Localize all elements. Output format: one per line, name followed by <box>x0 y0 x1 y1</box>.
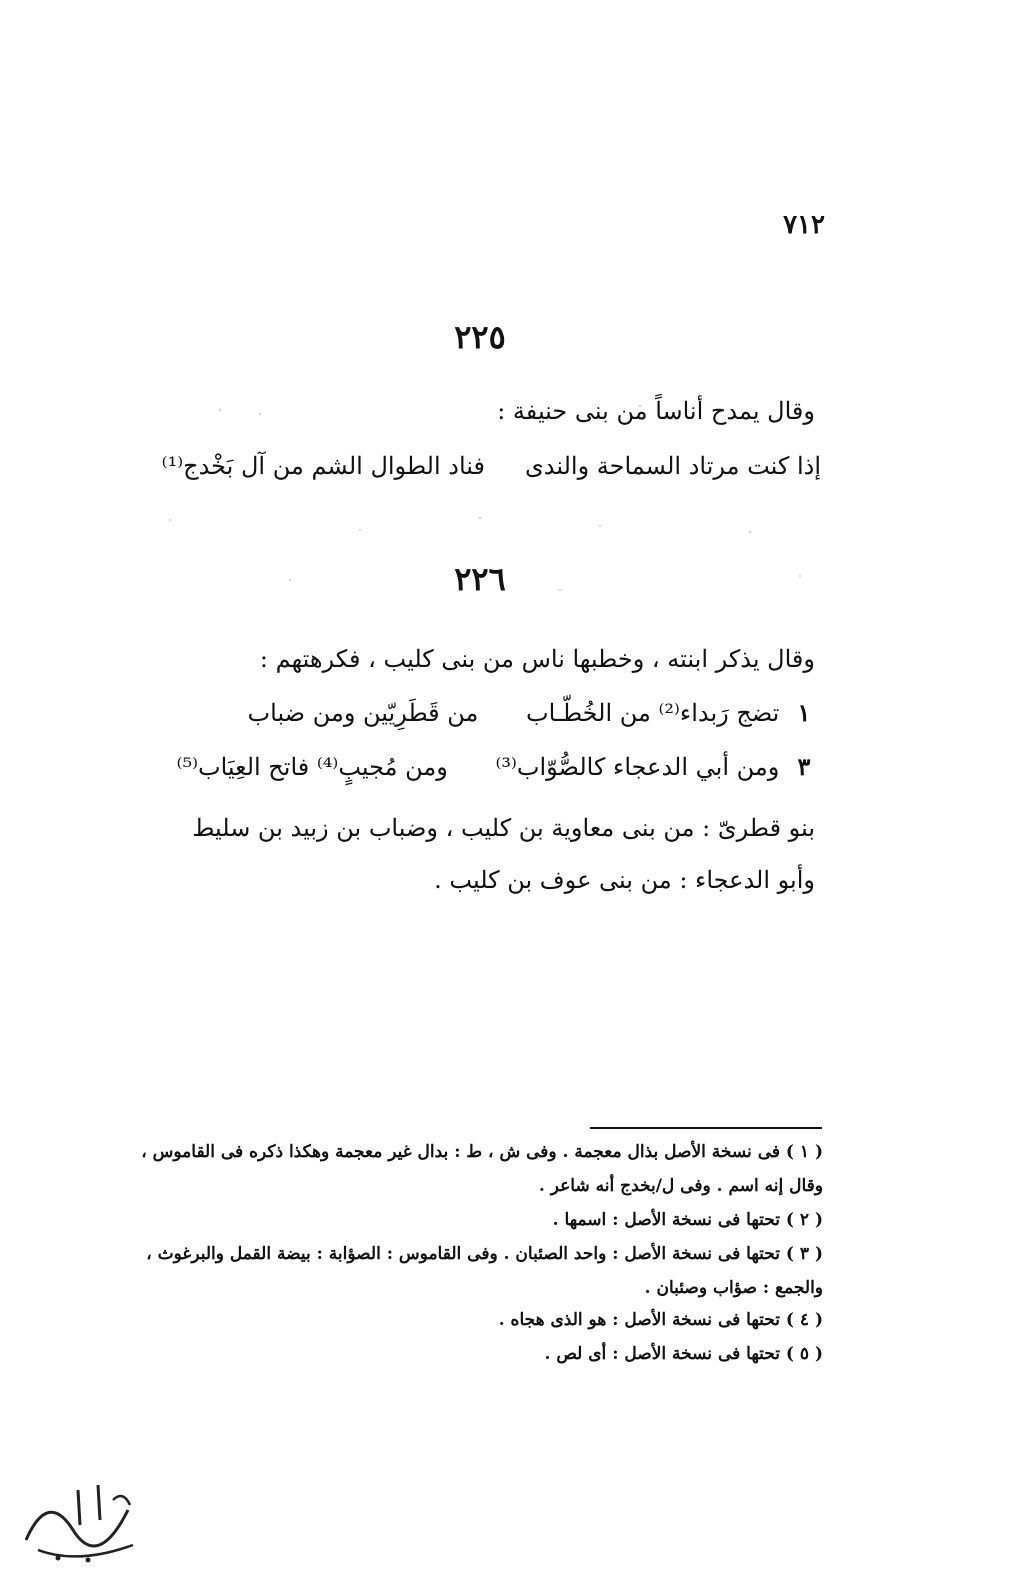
verse-number: ١ <box>797 698 811 727</box>
footnote: ( ٥ ) تحتها فى نسخة الأصل : أى لص . <box>544 1344 823 1364</box>
poem-number: ٢٢٥ <box>454 318 506 356</box>
verse-line <box>137 752 821 781</box>
poem-note: بنو قطرىّ : من بنى معاوية بن كليب ، وضباب بن زبيد بن سليط <box>192 814 815 842</box>
verse-first-hemistich: إذا كنت مرتاد السماحة والندى <box>524 452 821 480</box>
verse-first-hemistich: تضج رَبداء⁽²⁾ من الخُطّـاب <box>526 699 780 727</box>
page-number: ٧١٢ <box>783 210 825 240</box>
calligraphy-stamp-logo <box>18 1470 148 1570</box>
footnote: ( ٢ ) تحتها فى نسخة الأصل : اسمها . <box>552 1210 823 1230</box>
verse-second-hemistich: فناد الطوال الشم من آل بَخْدج⁽¹⁾ <box>161 452 485 480</box>
poem-intro: وقال يمدح أناساً من بنى حنيفة : <box>497 397 815 425</box>
footnote: ( ٣ ) تحتها فى نسخة الأصل : واحد الصئبان . وفى القاموس : الصؤابة : بيضة القمل والبرغوث ، <box>146 1244 823 1264</box>
poem-number: ٢٢٦ <box>454 560 506 598</box>
poem-intro: وقال يذكر ابنته ، وخطبها ناس من بنى كليب ، فكرهتهم : <box>259 645 815 673</box>
footnote-continuation: وقال إنه اسم . وفى ل/بخدج أنه شاعر . <box>538 1176 823 1196</box>
footnote-continuation: والجمع : صؤاب وصئبان . <box>644 1278 823 1298</box>
verse-second-hemistich: من قَطَرِيّين ومن ضباب <box>247 699 479 727</box>
verse-number: ٣ <box>797 752 811 781</box>
verse-line <box>208 698 821 727</box>
footnote: ( ٤ ) تحتها فى نسخة الأصل : هو الذى هجاه . <box>498 1310 823 1330</box>
poem-note: وأبو الدعجاء : من بنى عوف بن كليب . <box>434 866 815 894</box>
footnote: ( ١ ) فى نسخة الأصل بذال معجمة . وفى ش ، ط : بدال غير معجمة وهكذا ذكره فى القاموس ، <box>141 1142 823 1162</box>
verse-first-hemistich: ومن أبي الدعجاء كالصُّوّاب⁽³⁾ <box>495 753 780 781</box>
footnote-separator <box>590 1127 822 1129</box>
scan-noise <box>140 400 840 620</box>
verse-second-hemistich: ومن مُجيبٍ⁽⁴⁾ فاتح العِيَاب⁽⁵⁾ <box>176 753 448 781</box>
